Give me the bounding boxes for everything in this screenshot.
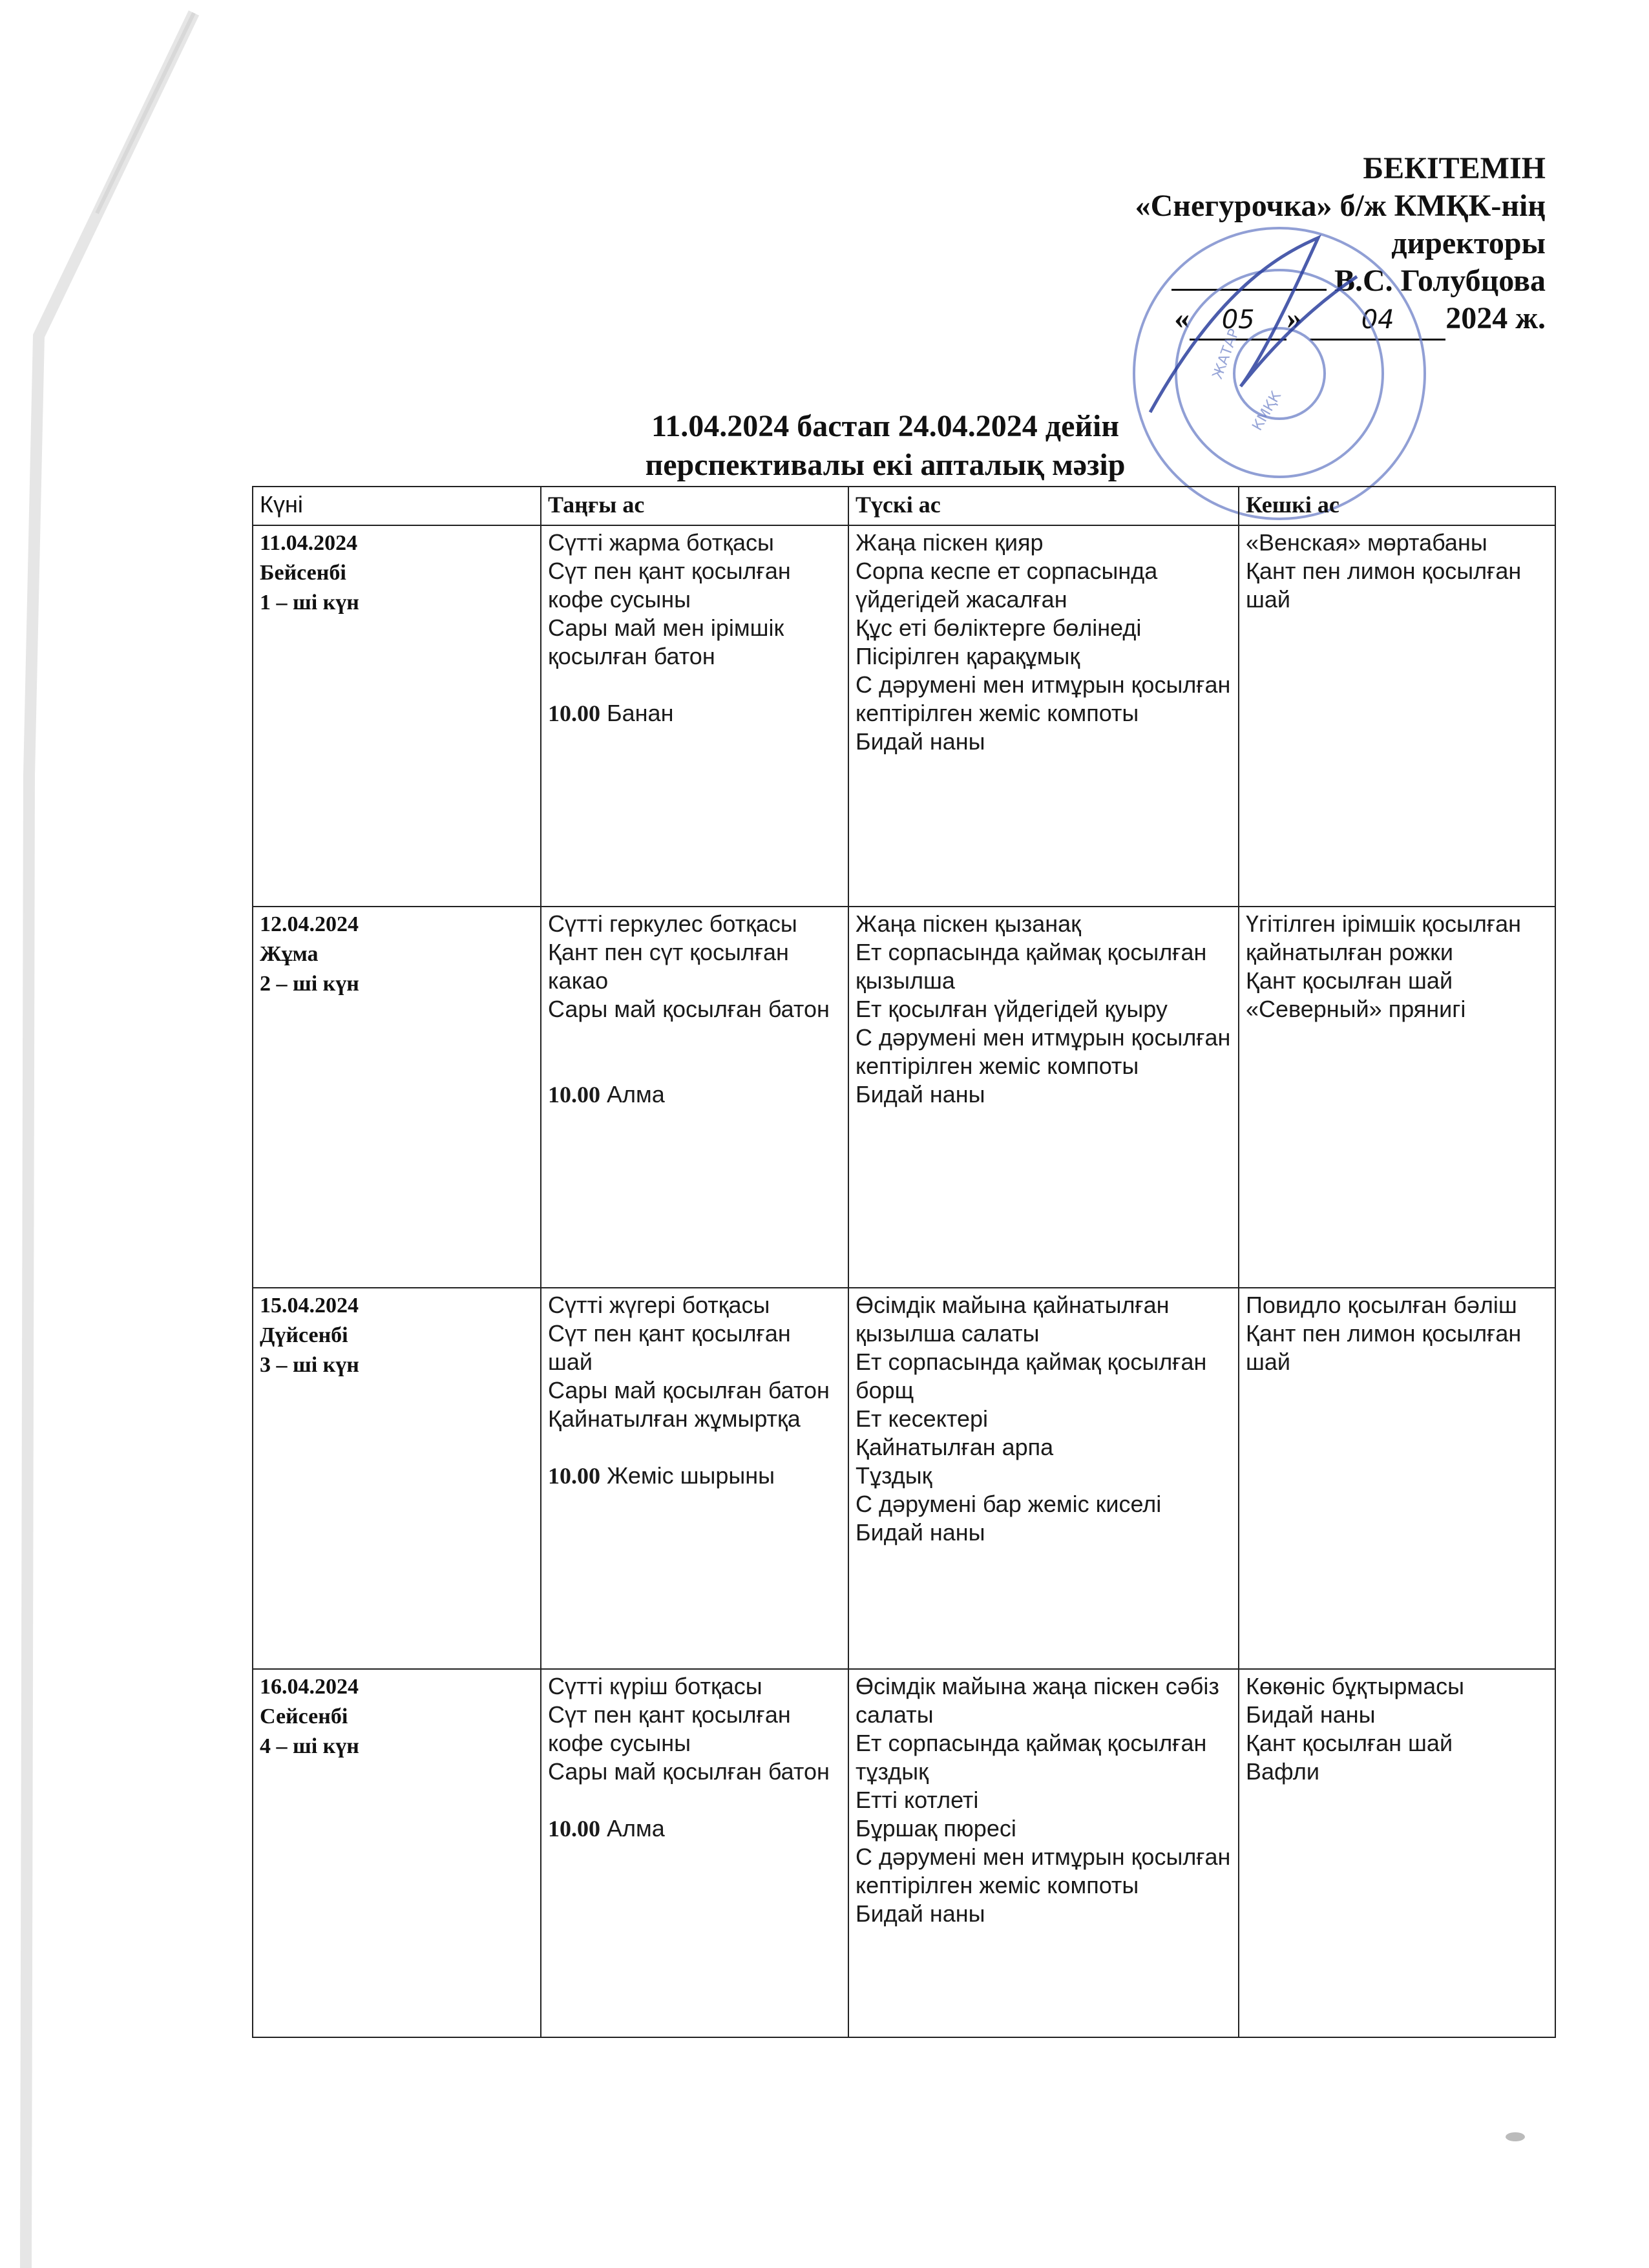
table-row xyxy=(253,907,1555,1288)
lunch-cell: Жаңа піскен қызанақ Ет сорпасында қаймақ қосылған қызылша Ет қосылған үйдегідей қуыру С дәрумені мен итмұрын қосылған кептірілген жеміс компоты Бидай наны xyxy=(848,907,1239,1288)
table-row xyxy=(253,1669,1555,2037)
lunch-cell: Жаңа піскен қияр Сорпа кеспе ет сорпасында үйдегідей жасалған Құс еті бөліктерге бөлінеді Пісірілген қарақұмық С дәрумені мен итмұрын қосылған кептірілген жеміс компоты Бидай наны xyxy=(848,525,1239,907)
svg-text:КМҚК: КМҚК xyxy=(1249,388,1285,434)
approval-date-month: 04 xyxy=(1310,301,1445,341)
snack-line: 10.00 Жеміс шырыны xyxy=(548,1462,775,1489)
breakfast-cell: Сүтті жарма ботқасы Сүт пен қант қосылған кофе сусыны Сары май мен ірімшік қосылған батон 10.00 Банан xyxy=(541,525,848,907)
header-breakfast: Таңғы ас xyxy=(541,487,848,525)
approval-director-name: В.С. Голубцова xyxy=(1334,264,1546,298)
dinner-cell: Повидло қосылған бәліш Қант пен лимон қосылған шай xyxy=(1239,1288,1555,1669)
menu-table xyxy=(252,486,1556,2038)
snack-line: 10.00 Банан xyxy=(548,700,674,726)
scan-speck xyxy=(1506,2132,1525,2141)
breakfast-cell: Сүтті геркулес ботқасы Қант пен сүт қосылған какао Сары май қосылған батон 10.00 Алма xyxy=(541,907,848,1288)
dinner-cell: Көкөніс бұқтырмасы Бидай наны Қант қосылған шай Вафли xyxy=(1239,1669,1555,2037)
dinner-cell: Үгітілген ірімшік қосылған қайнатылған рожки Қант қосылған шай «Северный» прянигі xyxy=(1239,907,1555,1288)
snack-line: 10.00 Алма xyxy=(548,1815,665,1842)
table-row xyxy=(253,1288,1555,1669)
approval-heading: БЕКІТЕМІН xyxy=(1363,151,1546,185)
approval-position: директоры xyxy=(1391,226,1546,260)
table-row xyxy=(253,525,1555,907)
approval-organization: «Снегурочка» б/ж КМҚК-нің xyxy=(1135,189,1546,223)
day-cell: 16.04.2024 Сейсенбі 4 – ші күн xyxy=(253,1669,541,2037)
day-cell: 11.04.2024 Бейсенбі 1 – ші күн xyxy=(253,525,541,907)
dinner-cell: «Венская» мөртабаны Қант пен лимон қосылған шай xyxy=(1239,525,1555,907)
approval-date-year: 2024 ж. xyxy=(1445,301,1546,335)
title-menu-name: перспективалы екі апталық мәзір xyxy=(645,448,1126,482)
document-title xyxy=(530,407,1241,485)
snack-line: 10.00 Алма xyxy=(548,1081,665,1108)
header-day: Күні xyxy=(253,487,541,525)
day-cell: 12.04.2024 Жұма 2 – ші күн xyxy=(253,907,541,1288)
header-dinner: Кешкі ас xyxy=(1239,487,1555,525)
table-header-row xyxy=(253,487,1555,525)
approval-date-day: 05 xyxy=(1190,301,1287,341)
breakfast-cell: Сүтті жүгері ботқасы Сүт пен қант қосылған шай Сары май қосылған батон Қайнатылған жұмыртқа 10.00 Жеміс шырыны xyxy=(541,1288,848,1669)
day-cell: 15.04.2024 Дүйсенбі 3 – ші күн xyxy=(253,1288,541,1669)
lunch-cell: Өсімдік майына жаңа піскен сәбіз салаты Ет сорпасында қаймақ қосылған тұздық Етті котлеті Бұршақ пюресі С дәрумені мен итмұрын қосылған кептірілген жеміс компоты Бидай наны xyxy=(848,1669,1239,2037)
lunch-cell: Өсімдік майына қайнатылған қызылша салаты Ет сорпасында қаймақ қосылған борщ Ет кесектері Қайнатылған арпа Тұздық С дәрумені бар жеміс киселі Бидай наны xyxy=(848,1288,1239,1669)
approval-date-line: « 05 » 04 2024 ж. xyxy=(835,300,1546,341)
header-lunch: Түскі ас xyxy=(848,487,1239,525)
title-period: 11.04.2024 бастап 24.04.2024 дейін xyxy=(651,409,1120,443)
svg-text:ЖАТАР: ЖАТАР xyxy=(1210,326,1243,382)
breakfast-cell: Сүтті күріш ботқасы Сүт пен қант қосылған кофе сусыны Сары май қосылған батон 10.00 Алма xyxy=(541,1669,848,2037)
